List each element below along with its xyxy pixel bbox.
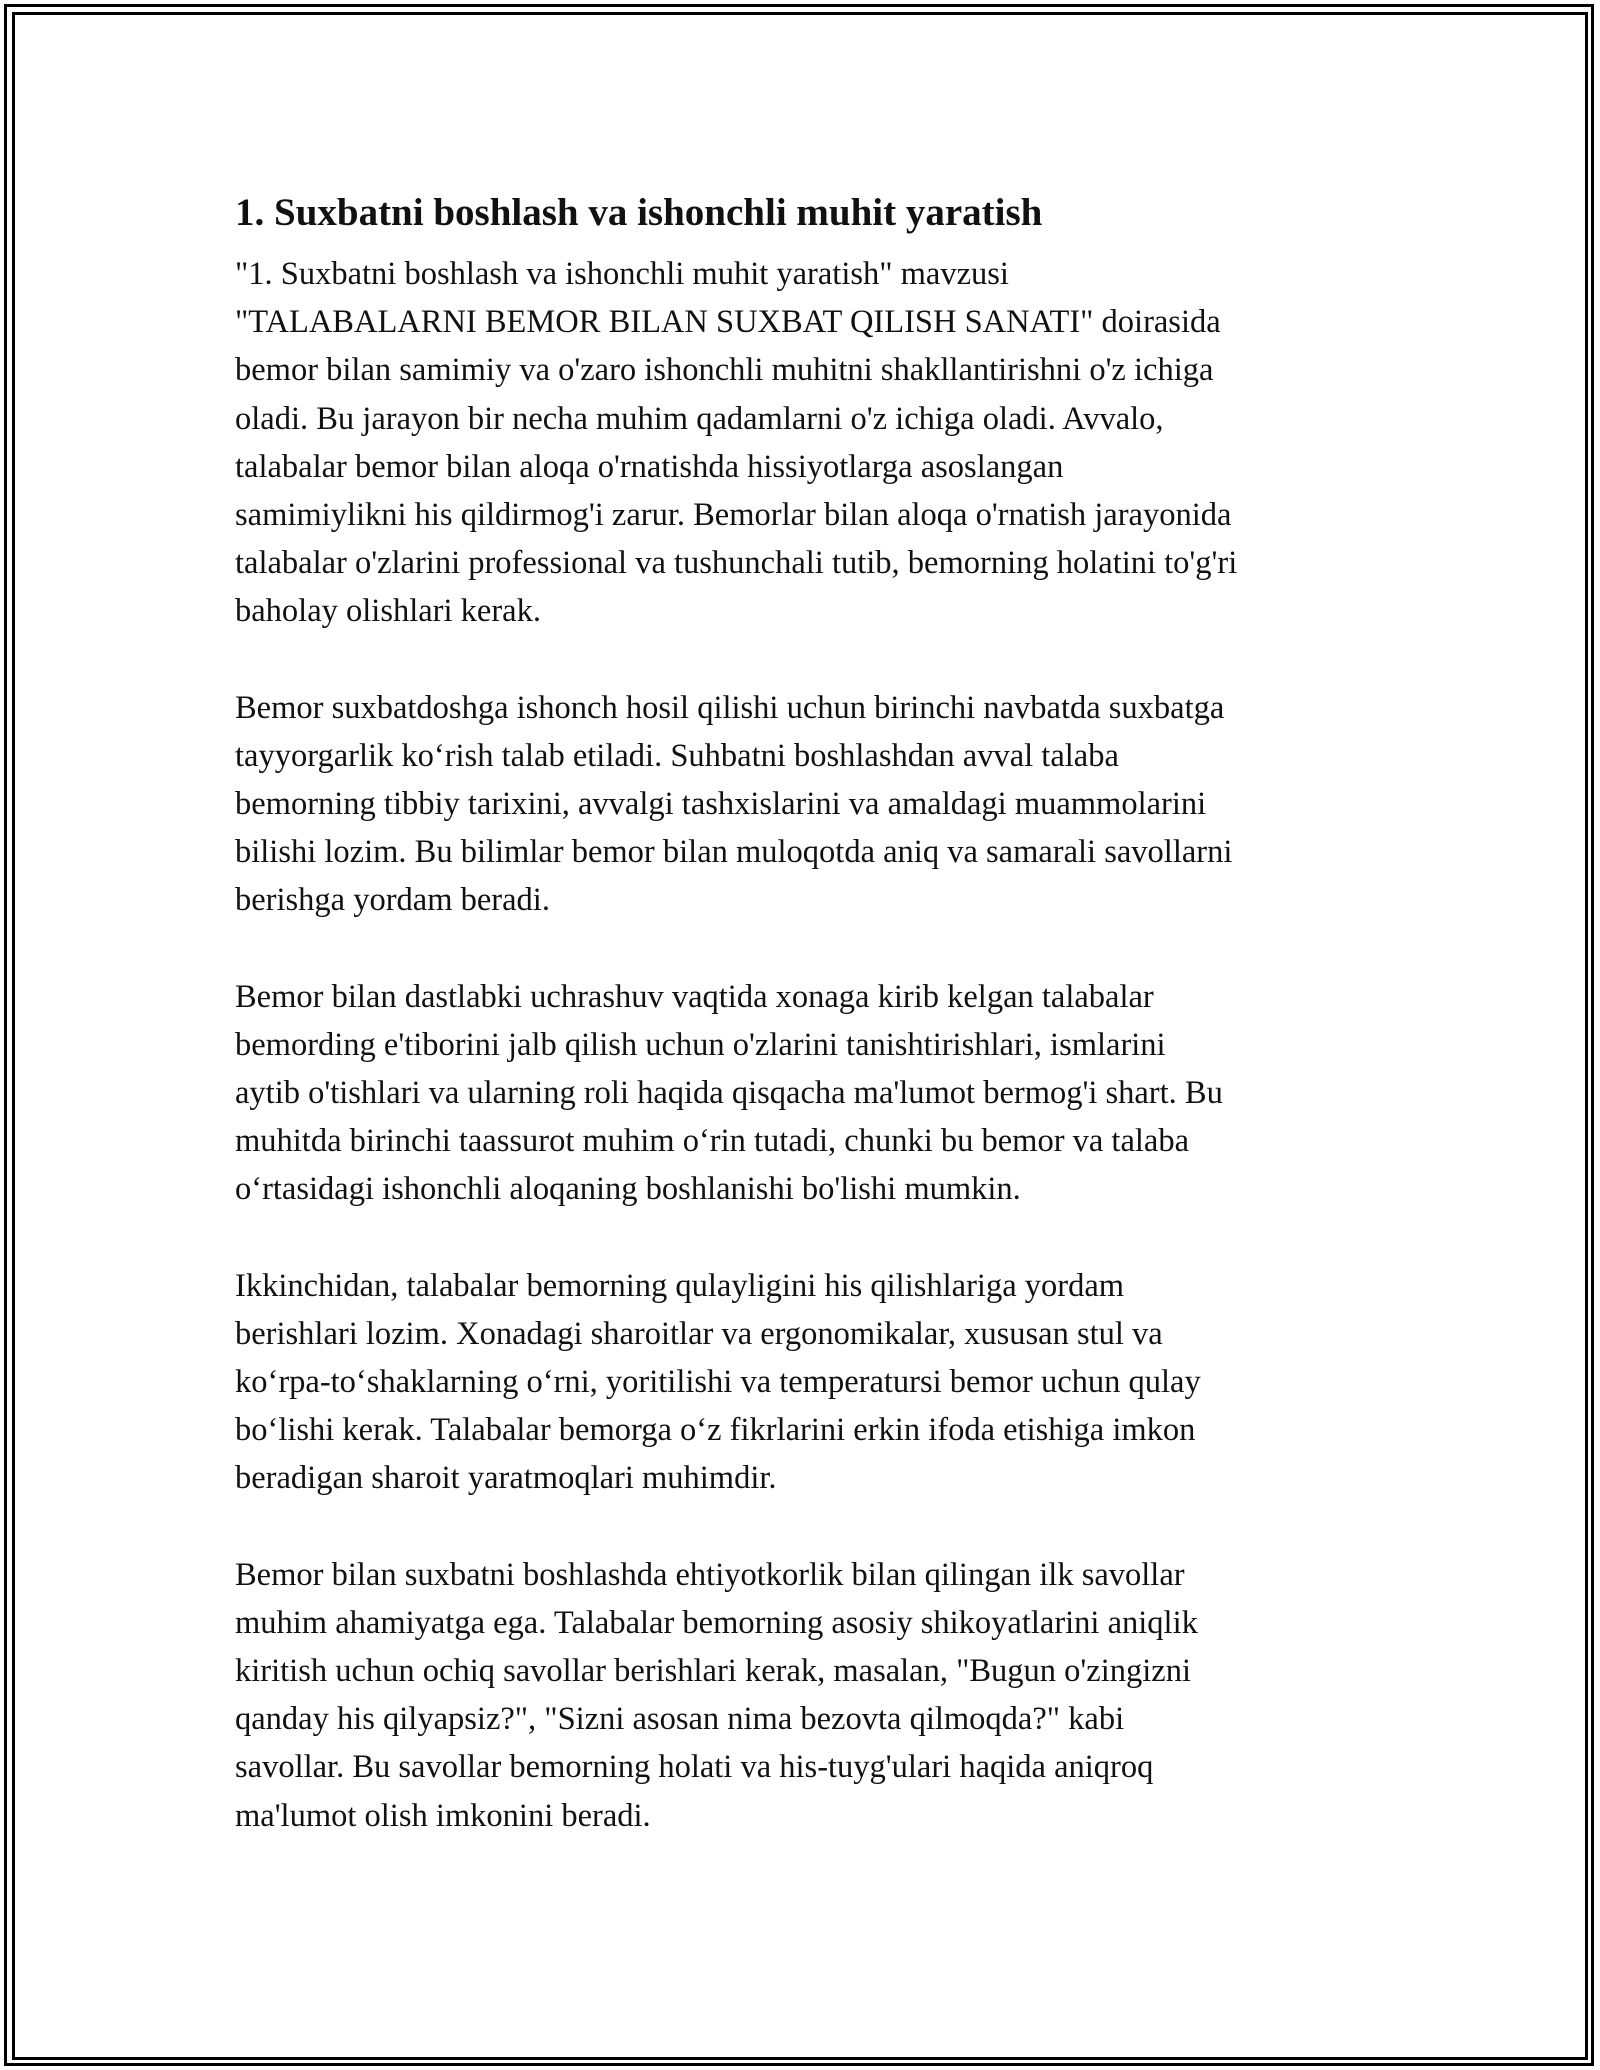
paragraph-line: muhitda birinchi taassurot muhim o‘rin tutadi, chunki bu bemor va talaba — [235, 1123, 1190, 1160]
paragraph-line: bilishi lozim. Bu bilimlar bemor bilan muloqotda aniq va samarali savollarni — [235, 834, 1233, 871]
paragraph-line: Ikkinchidan, talabalar bemorning qulayligini his qilishlariga yordam — [235, 1267, 1125, 1304]
paragraph-line: tayyorgarlik ko‘rish talab etiladi. Suhbatni boshlashdan avval talaba — [235, 737, 1119, 774]
paragraph-line: talabalar bemor bilan aloqa o'rnatishda hissiyotlarga asoslangan — [235, 448, 1064, 485]
paragraph-line: muhim ahamiyatga ega. Talabalar bemorning asosiy shikoyatlarini aniqlik — [235, 1604, 1198, 1641]
paragraph-line: samimiylikni his qildirmog'i zarur. Bemorlar bilan aloqa o'rnatish jarayonida — [235, 497, 1232, 534]
paragraph-line: "TALABALARNI BEMOR BILAN SUXBAT QILISH SANATI" doirasida — [235, 304, 1221, 341]
document-body — [235, 186, 1375, 1888]
paragraph-line: berishlari lozim. Xonadagi sharoitlar va ergonomikalar, xususan stul va — [235, 1315, 1163, 1352]
paragraph-line: talabalar o'zlarini professional va tushunchali tutib, bemorning holatini to'g'ri — [235, 545, 1238, 582]
paragraph-line: Bemor bilan suxbatni boshlashda ehtiyotkorlik bilan qilingan ilk savollar — [235, 1556, 1185, 1593]
paragraph-line: qanday his qilyapsiz?", "Sizni asosan nima bezovta qilmoqda?" kabi — [235, 1701, 1125, 1738]
paragraph-line: "1. Suxbatni boshlash va ishonchli muhit yaratish" mavzusi — [235, 256, 1009, 292]
paragraph-line: o‘rtasidagi ishonchli aloqaning boshlanishi bo'lishi mumkin. — [235, 1171, 1021, 1208]
section-heading: 1. Suxbatni boshlash va ishonchli muhit yaratish — [235, 191, 1043, 234]
paragraph-line: kiritish uchun ochiq savollar berishlari kerak, masalan, "Bugun o'zingizni — [235, 1653, 1191, 1690]
paragraph-line: bo‘lishi kerak. Talabalar bemorga o‘z fikrlarini erkin ifoda etishiga imkon — [235, 1412, 1196, 1449]
paragraph-1 — [235, 250, 1375, 636]
paragraph-line: baholay olishlari kerak. — [235, 593, 541, 630]
paragraph-line: Bemor suxbatdoshga ishonch hosil qilishi uchun birinchi navbatda suxbatga — [235, 689, 1225, 726]
paragraph-line: ma'lumot olish imkonini beradi. — [235, 1797, 651, 1834]
paragraph-line: savollar. Bu savollar bemorning holati va his-tuyg'ulari haqida aniqroq — [235, 1749, 1154, 1786]
paragraph-4 — [235, 1262, 1375, 1503]
paragraph-line: berishga yordam beradi. — [235, 882, 550, 919]
paragraph-line: bemor bilan samimiy va o'zaro ishonchli muhitni shakllantirishni o'z ichiga — [235, 352, 1214, 389]
paragraph-line: Bemor bilan dastlabki uchrashuv vaqtida xonaga kirib kelgan talabalar — [235, 978, 1154, 1015]
paragraph-line: bemording e'tiborini jalb qilish uchun o'zlarini tanishtirishlari, ismlarini — [235, 1026, 1166, 1063]
paragraph-2 — [235, 684, 1375, 925]
paragraph-line: ko‘rpa-to‘shaklarning o‘rni, yoritilishi va temperatursi bemor uchun qulay — [235, 1364, 1201, 1401]
paragraph-line: aytib o'tishlari va ularning roli haqida qisqacha ma'lumot bermog'i shart. Bu — [235, 1075, 1223, 1112]
paragraph-3 — [235, 973, 1375, 1214]
paragraph-line: bemorning tibbiy tarixini, avvalgi tashxislarini va amaldagi muammolarini — [235, 786, 1207, 823]
paragraph-line: beradigan sharoit yaratmoqlari muhimdir. — [235, 1460, 777, 1497]
paragraph-5 — [235, 1551, 1375, 1840]
paragraph-line: oladi. Bu jarayon bir necha muhim qadamlarni o'z ichiga oladi. Avvalo, — [235, 400, 1164, 437]
